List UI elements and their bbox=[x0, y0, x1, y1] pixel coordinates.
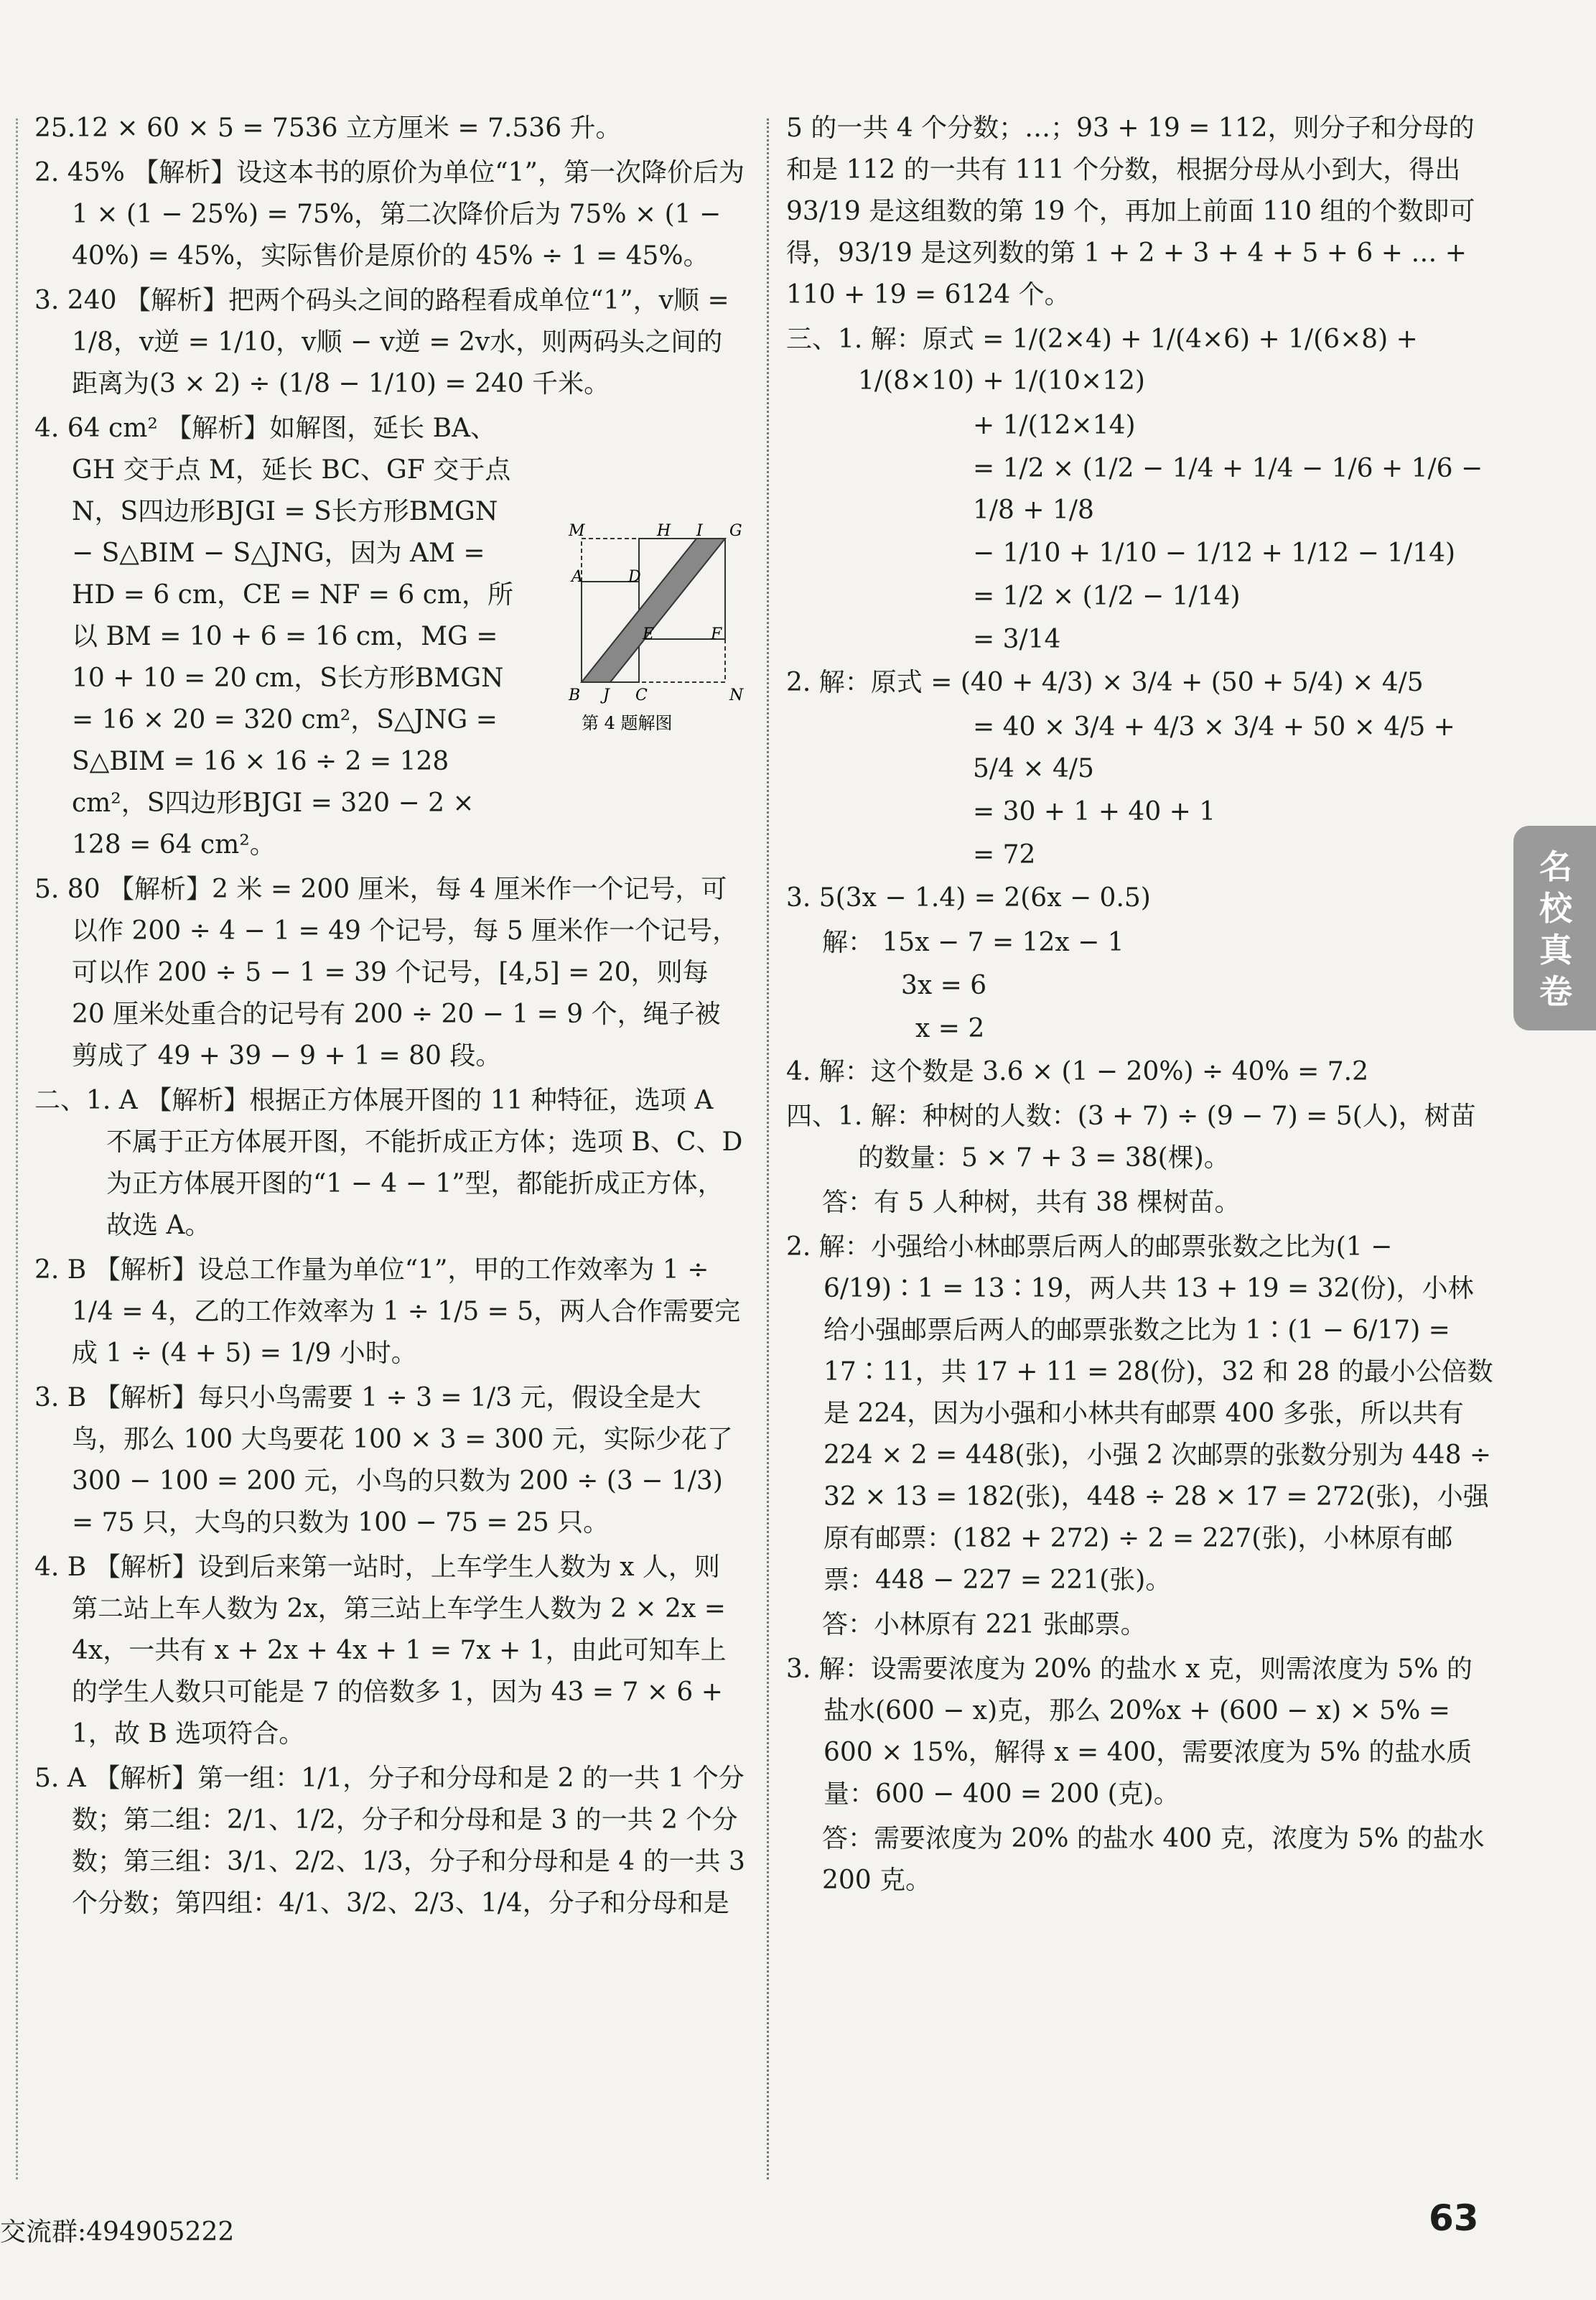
answer-paragraph: 四、1. 解：种树的人数：(3 + 7) ÷ (9 − 7) = 5(人)，树苗的数量：5 × 7 + 3 = 38(棵)。 bbox=[786, 1102, 1476, 1173]
math-line: x = 2 bbox=[915, 1014, 985, 1043]
side-tab-label: 名校真卷 bbox=[1539, 847, 1572, 1011]
answer-paragraph: 2. 解：原式 = (40 + 4/3) × 3/4 + (50 + 5/4) × 4/5 bbox=[786, 668, 1424, 697]
label-n: N bbox=[729, 686, 744, 704]
problem-4-figure bbox=[567, 517, 754, 747]
label-e: E bbox=[643, 625, 655, 643]
label-g: G bbox=[729, 522, 742, 540]
answer-paragraph: 4. B 【解析】设到后来第一站时，上车学生人数为 x 人，则第二站上车人数为 2x，第三站上车学生人数为 2 × 2x = 4x，一共有 x + 2x + 4x + 1 = 7x + 1，由此可知车上的学生人数只可能是 7 的倍数多 1，因为 43 = 7 × 6 + 1，故 B 选项符合。 bbox=[34, 1552, 727, 1749]
math-line: = 3/14 bbox=[973, 625, 1061, 654]
answer-paragraph: 4. 64 cm² 【解析】如解图，延长 BA、GH 交于点 M，延长 BC、GF 交于点 N，S四边形BJGI = S长方形BMGN − S△BIM − S△JNG，因为 AM = HD = 6 cm，CE = NF = 6 cm，所以 BM = 10 + 6 = 16 cm，MG = 10 + 10 = 20 cm，S长方形BMGN = 16 × 20 = 320 cm²，S△JNG = S△BIM = 16 × 16 ÷ 2 = 128 cm²，S四边形BJGI = 320 − 2 × 128 = 64 cm²。 bbox=[34, 414, 514, 860]
answer-text: 答：小林原有 221 张邮票。 bbox=[822, 1610, 1147, 1639]
answer-paragraph: 5. 80 【解析】2 米 = 200 厘米，每 4 厘米作一个记号，可以作 200 ÷ 4 − 1 = 49 个记号，每 5 厘米作一个记号，可以作 200 ÷ 5 − 1 = 39 个记号，[4,5] = 20，则每 20 厘米处重合的记号有 200 ÷ 20 − 1 = 9 个，绳子被剪成了 49 + 39 − 9 + 1 = 80 段。 bbox=[34, 875, 739, 1071]
answer-paragraph: 2. B 【解析】设总工作量为单位“1”，甲的工作效率为 1 ÷ 1/4 = 4，乙的工作效率为 1 ÷ 1/5 = 5，两人合作需要完成 1 ÷ (4 + 5) = 1/9 小时。 bbox=[34, 1255, 741, 1368]
column-divider bbox=[767, 118, 769, 2179]
answer-paragraph: 5. A 【解析】第一组：1/1，分子和分母和是 2 的一共 1 个分数；第二组：2/1、1/2，分子和分母和是 3 的一共 2 个分数；第三组：3/1、2/2、1/3，分子和分母和是 4 的一共 3 个分数；第四组：4/1、3/2、2/3、1/4，分子和分母和是 bbox=[34, 1764, 745, 1918]
right-column bbox=[786, 108, 1493, 1904]
side-tab bbox=[1513, 826, 1596, 1030]
answer-paragraph: 3. 240 【解析】把两个码头之间的路程看成单位“1”，v顺 = 1/8，v逆 = 1/10，v顺 − v逆 = 2v水，则两码头之间的距离为(3 × 2) ÷ (1/8 − 1/10) = 240 千米。 bbox=[34, 286, 729, 399]
answer-paragraph: 4. 解：这个数是 3.6 × (1 − 20%) ÷ 40% = 7.2 bbox=[786, 1057, 1368, 1086]
geometry-diagram bbox=[567, 517, 754, 747]
answer-paragraph: 5 的一共 4 个分数；…；93 + 19 = 112，则分子和分母的和是 112 的一共有 111 个分数，根据分母从小到大，得出 93/19 是这组数的第 19 个，再加上前面 110 组的个数即可得，93/19 是这列数的第 1 + 2 + 3 + 4 + 5 + 6 + … + 110 + 19 = 6124 个。 bbox=[786, 113, 1475, 309]
label-i: I bbox=[696, 522, 703, 540]
page-number: 63 bbox=[1429, 2197, 1479, 2239]
answer-paragraph: 2. 解：小强给小林邮票后两人的邮票张数之比为(1 − 6/19)∶1 = 13∶19，两人共 13 + 19 = 32(份)，小林给小强邮票后两人的邮票张数之比为 1∶(1 − 6/17) = 17∶11，共 17 + 11 = 28(份)，32 和 28 的最小公倍数是 224，因为小强和小林共有邮票 400 多张，所以共有 224 × 2 = 448(张)，小强 2 次邮票的张数分别为 448 ÷ 32 × 13 = 182(张)，448 ÷ 28 × 17 = 272(张)，小强原有邮票：(182 + 272) ÷ 2 = 227(张)，小林原有邮票：448 − 227 = 221(张)。 bbox=[786, 1232, 1493, 1595]
answer-text: 答：有 5 人种树，共有 38 棵树苗。 bbox=[822, 1188, 1241, 1217]
answer-paragraph: 25.12 × 60 × 5 = 7536 立方厘米 = 7.536 升。 bbox=[34, 113, 622, 143]
footer-contact: 交流群:494905222 bbox=[0, 2217, 235, 2247]
label-c: C bbox=[635, 686, 648, 704]
math-line: 解： 15x − 7 = 12x − 1 bbox=[822, 928, 1124, 957]
answer-paragraph: 2. 45% 【解析】设这本书的原价为单位“1”，第一次降价后为 1 × (1 − 25%) = 75%，第二次降价后为 75% × (1 − 40%) = 45%，实际售价是原价的 45% ÷ 1 = 45%。 bbox=[34, 158, 745, 271]
label-m: M bbox=[569, 522, 585, 540]
label-d: D bbox=[628, 568, 641, 586]
figure-caption: 第 4 题解图 bbox=[582, 713, 673, 733]
answer-paragraph: 三、1. 解：原式 = 1/(2×4) + 1/(4×6) + 1/(6×8) + 1/(8×10) + 1/(10×12) bbox=[786, 325, 1418, 396]
answer-paragraph: 3. 解：设需要浓度为 20% 的盐水 x 克，则需浓度为 5% 的盐水(600 − x)克，那么 20%x + (600 − x) × 5% = 600 × 15%，解得 x = 400，需要浓度为 5% 的盐水质量：600 − 400 = 200 (克)。 bbox=[786, 1654, 1473, 1809]
math-line: = 1/2 × (1/2 − 1/4 + 1/4 − 1/6 + 1/6 − 1/8 + 1/8 bbox=[973, 454, 1483, 525]
math-line: = 72 bbox=[973, 840, 1036, 870]
left-margin-line bbox=[16, 118, 18, 2179]
math-line: = 1/2 × (1/2 − 1/14) bbox=[973, 582, 1241, 611]
answer-paragraph: 3. B 【解析】每只小鸟需要 1 ÷ 3 = 1/3 元，假设全是大鸟，那么 100 大鸟要花 100 × 3 = 300 元，实际少花了 300 − 100 = 200 元，小鸟的只数为 200 ÷ (3 − 1/3) = 75 只，大鸟的只数为 100 − 75 = 25 只。 bbox=[34, 1383, 733, 1537]
math-line: = 40 × 3/4 + 4/3 × 3/4 + 50 × 4/5 + 5/4 × 4/5 bbox=[973, 712, 1455, 783]
math-line: = 30 + 1 + 40 + 1 bbox=[973, 797, 1216, 827]
label-j: J bbox=[603, 686, 610, 704]
left-column bbox=[34, 108, 745, 1927]
label-f: F bbox=[711, 625, 722, 643]
answer-text: 答：需要浓度为 20% 的盐水 400 克，浓度为 5% 的盐水 200 克。 bbox=[822, 1824, 1485, 1895]
answer-paragraph: 3. 5(3x − 1.4) = 2(6x − 0.5) bbox=[786, 883, 1151, 913]
math-line: + 1/(12×14) bbox=[973, 411, 1136, 440]
answer-paragraph: 二、1. A 【解析】根据正方体展开图的 11 种特征，选项 A 不属于正方体展开图，不能折成正方体；选项 B、C、D 为正方体展开图的“1 − 4 − 1”型，都能折成正方体，故选 A。 bbox=[34, 1086, 743, 1240]
math-line: − 1/10 + 1/10 − 1/12 + 1/12 − 1/14) bbox=[973, 539, 1456, 568]
label-b: B bbox=[569, 686, 581, 704]
label-h: H bbox=[657, 522, 671, 540]
math-line: 3x = 6 bbox=[901, 971, 987, 1000]
label-a: A bbox=[571, 568, 583, 586]
